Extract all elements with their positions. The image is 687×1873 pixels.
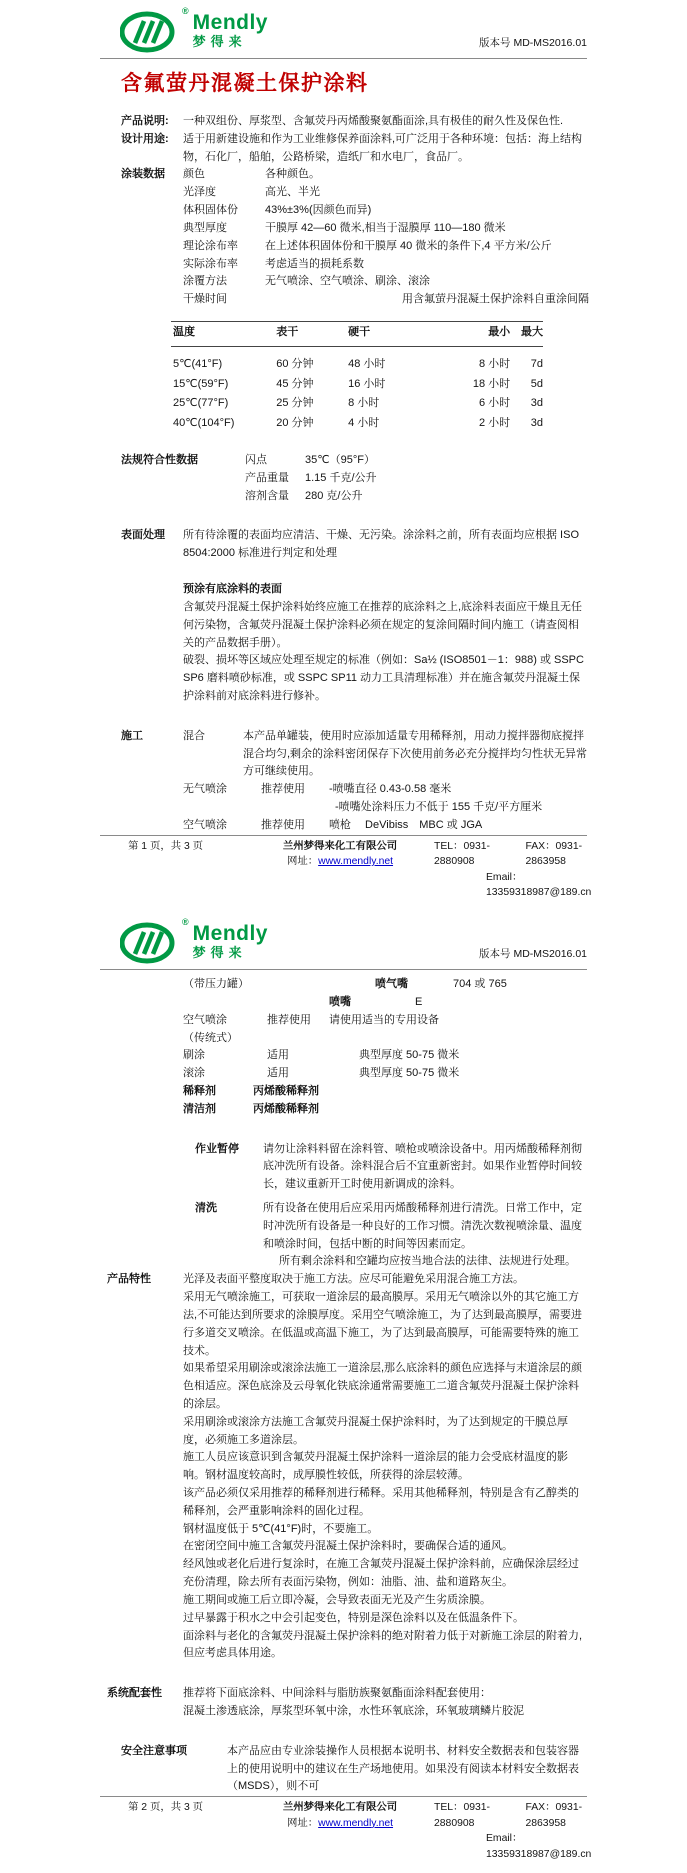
mixing-row [183, 728, 589, 781]
registered-mark: ® [182, 917, 189, 928]
application-body [183, 728, 589, 835]
cell: 25 分钟 [276, 397, 314, 410]
roller-fit: 适用 [267, 1067, 289, 1080]
roller-value: 典型厚度 50-75 微米 [359, 1067, 460, 1080]
coating-row [183, 220, 589, 238]
coating-value: 无气喷涂、空气喷涂、刷涂、滚涂 [265, 275, 430, 288]
registered-mark: ® [182, 6, 189, 16]
coating-data-label: 涂装数据 [121, 168, 165, 181]
version-label: 版本号 MD-MS2016.01 [479, 37, 587, 49]
conventional-label: （传统式） [183, 1031, 238, 1044]
header-rule [100, 58, 587, 59]
cell: 8 小时 [479, 357, 511, 370]
drying-table-row [171, 355, 543, 375]
mendly-logo [120, 6, 268, 54]
mendly-logo-icon [120, 921, 178, 965]
regulatory-key: 闪点 [245, 454, 267, 467]
cleaning-label: 清洗 [195, 1202, 217, 1215]
drytime-label: 干燥时间 [183, 293, 227, 306]
precoated-heading: 预涂有底涂料的表面 [183, 583, 282, 596]
brush-label: 刷涂 [183, 1049, 205, 1062]
col-min: 最小 [453, 321, 512, 346]
air-spray-gun: 喷枪 DeVibiss MBC 或 JGA [329, 818, 483, 831]
tel: TEL：0931-2880908 [434, 1802, 491, 1829]
coating-key: 理论涂布率 [183, 239, 238, 252]
coating-key: 颜色 [183, 168, 205, 181]
thinner-value: 丙烯酸稀释剂 [253, 1084, 319, 1097]
regulatory-rows [245, 452, 589, 505]
col-max: 最大 [512, 321, 543, 346]
mixing-text: 本产品单罐装，使用时应添加适量专用稀释剂，用动力搅拌器彻底搅拌混合均匀,剩余的涂料密闭保存下次使用前务必充分搅拌均匀性状无异常方可继续使用。 [243, 729, 588, 778]
air-spray-value: 请使用适当的专用设备 [329, 1013, 439, 1026]
cell: 60 分钟 [276, 357, 314, 370]
airless-pressure: -喷嘴处涂料压力不低于 155 千克/平方厘米 [335, 801, 543, 814]
website-line [256, 854, 424, 870]
system-compat-text: 推荐将下面底涂料、中间涂料与脂肪族聚氨酯面涂料配套使用： [183, 1687, 491, 1700]
drying-table-row [171, 394, 543, 414]
coating-row [183, 256, 589, 274]
tel-fax-line [434, 839, 591, 870]
thinner-label: 稀释剂 [183, 1084, 216, 1097]
website-line [256, 1816, 424, 1832]
contact-block [424, 839, 591, 901]
col-hard-dry: 硬干 [346, 321, 453, 346]
cell: 40℃(104°F) [173, 417, 235, 430]
pressure-tank-label: （带压力罐） [183, 978, 249, 991]
website-label: 网址： [286, 1817, 319, 1829]
fax: FAX：0931-2863958 [525, 840, 583, 868]
regulatory-key: 溶剂含量 [245, 489, 289, 502]
paragraph: 面涂料与老化的含氟荧丹混凝土保护涂料的绝对附着力低于对新施工涂层的附着力,但应考虑具体用途。 [183, 1629, 583, 1660]
header-rule [100, 969, 587, 970]
coating-row [183, 238, 589, 256]
pressure-tank-row [121, 976, 589, 994]
cell: 5℃(41°F) [173, 357, 223, 370]
regulatory-row [245, 488, 589, 506]
drytime-note: 用含氟萤丹混凝土保护涂料自重涂间隔 [402, 293, 589, 306]
jet-nozzle-label: 喷气嘴 [375, 978, 408, 991]
design-use-row [121, 131, 589, 167]
coating-row [183, 202, 589, 220]
coating-key: 光泽度 [183, 186, 216, 199]
nozzle-value: E [415, 995, 423, 1008]
coating-row [183, 184, 589, 202]
brand-name-cn: 梦得来 [192, 945, 247, 961]
jet-nozzle-value: 704 或 765 [453, 978, 507, 991]
recommended-label: 推荐使用 [267, 1013, 311, 1026]
safety-text: 本产品应由专业涂装操作人员根据本说明书、材料安全数据表和包装容器上的使用说明中的建议在生产场地使用。如果没有阅读本材料安全数据表（MSDS），则不可 [227, 1744, 579, 1793]
email: Email：13359318987@189.cn [486, 871, 592, 899]
website-label: 网址： [286, 856, 319, 868]
safety-label: 安全注意事项 [121, 1744, 187, 1757]
coating-value: 高光、半光 [265, 186, 320, 199]
tel-fax-line [434, 1800, 591, 1831]
company-block [256, 1800, 424, 1862]
product-description-row [121, 113, 589, 131]
coating-row [183, 273, 589, 291]
brand-name: Mendly [192, 11, 268, 34]
coating-key: 涂覆方法 [183, 275, 227, 288]
drying-table-row [171, 414, 543, 434]
regulatory-key: 产品重量 [245, 471, 289, 484]
cleaning-row [121, 1200, 589, 1271]
page-number: 第 2 页，共 3 页 [128, 1802, 204, 1814]
regulatory-value: 35℃（95°F） [305, 454, 375, 467]
disposal-text: 所有剩余涂料和空罐均应按当地合法的法律、法规进行处理。 [279, 1255, 576, 1268]
version-label: 版本号 MD-MS2016.01 [479, 948, 587, 961]
paragraph: 采用无气喷涂施工，可获取一道涂层的最高膜厚。采用无气喷涂以外的其它施工方法,不可能达到所要求的涂膜厚度。采用空气喷涂施工，为了达到最高膜厚，需要进行多道交叉喷涂。在低温或高温下施工，为了达到最高膜厚，可能需要特殊的施工技术。 [183, 1291, 583, 1357]
cleaner-label: 清洁剂 [183, 1102, 216, 1115]
company-name: 兰州梦得来化工有限公司 [282, 1802, 398, 1814]
application-section [121, 728, 589, 835]
system-compat-section [107, 1685, 589, 1721]
paragraph: 施工期间或施工后立即冷凝，会导致表面无光及产生劣质涂膜。 [183, 1593, 491, 1606]
cleaner-row [121, 1101, 589, 1119]
company-block [256, 839, 424, 901]
air-spray-row [183, 817, 589, 835]
thinner-row [121, 1083, 589, 1101]
coating-value: 在上述体积固体份和干膜厚 40 微米的条件下,4 平方米/公斤 [265, 239, 552, 252]
cell: 3d [530, 417, 543, 430]
paragraph: 光泽及表面平整度取决于施工方法。应尽可能避免采用混合施工方法。 [183, 1273, 524, 1286]
fax: FAX：0931-2863958 [525, 1802, 583, 1829]
cell: 48 小时 [348, 357, 386, 370]
tel: TEL：0931-2880908 [434, 840, 491, 868]
brush-row [121, 1047, 589, 1065]
page-header [0, 911, 687, 969]
system-compat-body [183, 1685, 589, 1721]
conventional-sub-row [121, 1030, 589, 1048]
drying-table-row [171, 375, 543, 395]
precoated-body [183, 581, 589, 706]
nozzle-row [121, 994, 589, 1012]
product-features-section [107, 1271, 589, 1663]
page2-content [107, 976, 589, 1796]
cell: 4 小时 [348, 417, 380, 430]
cell: 5d [530, 377, 543, 390]
regulatory-label: 法规符合性数据 [121, 454, 198, 467]
document-title: 含氟萤丹混凝土保护涂料 [121, 72, 369, 95]
brand-name: Mendly [192, 922, 268, 946]
brand-name-cn: 梦得来 [192, 34, 247, 50]
page-header [0, 0, 687, 58]
safety-section [121, 1743, 589, 1796]
system-compat-products: 混凝土渗透底涂，厚浆型环氧中涂，水性环氧底涂，环氧玻璃鳞片胶泥 [183, 1704, 524, 1717]
design-use-text: 适于用新建设施和作为工业维修保养面涂料,可广泛用于各种环境：包括：海上结构物，石化厂，船舶，公路桥梁，造纸厂和水电厂，食品厂。 [183, 132, 583, 163]
drying-table-header-row [171, 321, 543, 346]
page2-footer [100, 1796, 592, 1872]
product-features-paragraphs [183, 1271, 589, 1663]
coating-data-section [121, 166, 589, 309]
datasheet-page-2 [0, 911, 687, 1873]
brush-fit: 适用 [267, 1049, 289, 1062]
cell: 7d [530, 357, 543, 370]
coating-key: 实际涂布率 [183, 257, 238, 270]
regulatory-row [245, 452, 589, 470]
brand-text [193, 12, 268, 49]
col-temperature: 温度 [171, 321, 274, 346]
company-name: 兰州梦得来化工有限公司 [282, 840, 398, 852]
paragraph: 该产品必须仅采用推荐的稀释剂进行稀释。采用其他稀释剂，特别是含有乙醇类的稀释剂，会严重影响涂料的固化过程。 [183, 1487, 579, 1517]
website-link[interactable]: www.mendly.net [318, 856, 394, 868]
paragraph: 破裂、损坏等区域应处理至规定的标准（例如：Sa½ (ISO8501－1：988) 或 SSPC SP6 磨料喷砂标准，或 SSPC SP11 动力工具清理标准）并在施含氟荧丹混凝土保护涂料前对底涂料进行修补。 [183, 654, 584, 702]
recommended-label: 推荐使用 [261, 818, 305, 831]
mendly-logo-icon [120, 10, 178, 54]
design-use-label: 设计用途: [121, 132, 169, 145]
precoated-section [121, 581, 589, 706]
airless-nozzle-diameter: -喷嘴直径 0.43-0.58 毫米 [329, 783, 452, 796]
datasheet-page-1 [0, 0, 687, 911]
coating-data-rows [183, 166, 589, 309]
surface-prep-section [121, 527, 589, 563]
air-spray-label: 空气喷涂 [183, 818, 227, 831]
work-stop-row [121, 1141, 589, 1194]
paragraph: 施工人员应该意识到含氟荧丹混凝土保护涂料一道涂层的能力会受底材温度的影响。钢材温度较高时，成厚膜性较低，所获得的涂层较薄。 [183, 1451, 568, 1482]
cell: 18 小时 [472, 377, 511, 390]
roller-row [121, 1065, 589, 1083]
airless-spray-row [183, 781, 589, 817]
roller-label: 滚涂 [183, 1067, 205, 1080]
cell: 16 小时 [348, 377, 386, 390]
regulatory-value: 280 克/公升 [305, 489, 363, 502]
recommended-label: 推荐使用 [261, 783, 305, 796]
contact-block [424, 1800, 591, 1862]
system-compat-label: 系统配套性 [107, 1687, 162, 1700]
email: Email：13359318987@189.cn [486, 1833, 592, 1861]
paragraph: 钢材温度低于 5℃(41°F)时，不要施工。 [183, 1522, 379, 1535]
cell: 45 分钟 [276, 377, 314, 390]
page1-content [121, 113, 589, 835]
cell: 20 分钟 [276, 417, 314, 430]
cell: 6 小时 [479, 397, 511, 410]
precoated-paragraphs [183, 599, 589, 706]
regulatory-value: 1.15 千克/公升 [305, 471, 377, 484]
paragraph: 如果希望采用刷涂或滚涂法施工一道涂层,那么底涂料的颜色应选择与末道涂层的颜色相适应。深色底涂及云母氧化铁底涂通常需要施工二道含氟荧丹混凝土保护涂料的涂层。 [183, 1362, 583, 1410]
airless-spray-label: 无气喷涂 [183, 783, 227, 796]
paragraph: 在密闭空间中施工含氟荧丹混凝土保护涂料时，要确保合适的通风。 [183, 1540, 513, 1553]
brush-value: 典型厚度 50-75 微米 [359, 1049, 460, 1062]
cleaning-text: 所有设备在使用后应采用丙烯酸稀释剂进行清洗。日常工作中，定时冲洗所有设备是一种良好的工作习惯。清洗次数视喷涂量、温度和喷涂时间，包括中断的时间等因素而定。 [263, 1202, 582, 1250]
paragraph: 采用刷涂或滚涂方法施工含氟荧丹混凝土保护涂料时，为了达到规定的干膜总厚度，必须施工多道涂层。 [183, 1415, 568, 1446]
product-description-label: 产品说明: [121, 115, 169, 128]
air-spray-conventional-row [121, 1012, 589, 1030]
cell: 8 小时 [348, 397, 380, 410]
paragraph: 过早暴露于积水之中会引起变色，特别是深色涂料以及在低温条件下。 [183, 1611, 524, 1624]
coating-row [183, 166, 589, 184]
coating-key: 体积固体份 [183, 204, 238, 217]
cleaning-body [263, 1200, 589, 1271]
coating-value: 43%±3%(因颜色而异) [265, 204, 372, 217]
paragraph: 含氟荧丹混凝土保护涂料始终应施工在推荐的底涂料之上,底涂料表面应干燥且无任何污染物，含氟荧丹混凝土保护涂料必须在规定的复涂间隔时间内施工（请查阅相关的产品数据手册）。 [183, 600, 583, 649]
page-number: 第 1 页，共 3 页 [128, 840, 204, 852]
surface-prep-text: 所有待涂覆的表面均应清洁、干燥、无污染。涂涂料之前，所有表面均应根据 ISO 8504:2000 标准进行判定和处理 [183, 529, 580, 560]
cell: 3d [530, 397, 543, 410]
mixing-label: 混合 [183, 729, 205, 742]
airless-spray-values [329, 781, 589, 817]
coating-value: 干膜厚 42—60 微米,相当于湿膜厚 110—180 微米 [265, 221, 506, 234]
paragraph: 经风蚀或老化后进行复涂时，在施工含氟荧丹混凝土保护涂料前，应确保涂层经过充份清理，除去所有表面污染物，例如：油脂、油、盐和道路灰尘。 [183, 1558, 579, 1589]
regulatory-row [245, 470, 589, 488]
page1-footer [100, 835, 592, 911]
cell: 2 小时 [479, 417, 511, 430]
coating-key: 典型厚度 [183, 221, 227, 234]
cleaner-value: 丙烯酸稀释剂 [253, 1102, 319, 1115]
work-stop-label: 作业暂停 [195, 1142, 239, 1155]
cell: 15℃(59°F) [173, 377, 229, 390]
coating-value: 各种颜色。 [265, 168, 320, 181]
work-stop-text: 请勿让涂料料留在涂料管、喷枪或喷涂设备中。用丙烯酸稀释剂彻底冲洗所有设备。涂料混合后不宜重新密封。如果作业暂停时间较长，建议重新开工时使用新调成的涂料。 [263, 1142, 582, 1191]
drying-time-table [171, 321, 543, 434]
coating-value: 考虑适当的损耗系数 [265, 257, 364, 270]
cell: 25℃(77°F) [173, 397, 229, 410]
air-spray-label: 空气喷涂 [183, 1013, 227, 1026]
nozzle-label: 喷嘴 [329, 995, 351, 1008]
surface-prep-label: 表面处理 [121, 529, 165, 542]
regulatory-section [121, 452, 589, 505]
col-touch-dry: 表干 [274, 321, 346, 346]
website-link[interactable]: www.mendly.net [318, 1817, 394, 1829]
mendly-logo [120, 917, 268, 965]
product-description-text: 一种双组份、厚浆型、含氟荧丹丙烯酸聚氨酯面涂,具有极佳的耐久性及保色性. [183, 115, 564, 128]
application-label: 施工 [121, 729, 143, 742]
product-features-label: 产品特性 [107, 1273, 151, 1286]
drytime-row [183, 291, 589, 309]
brand-text [193, 923, 268, 960]
